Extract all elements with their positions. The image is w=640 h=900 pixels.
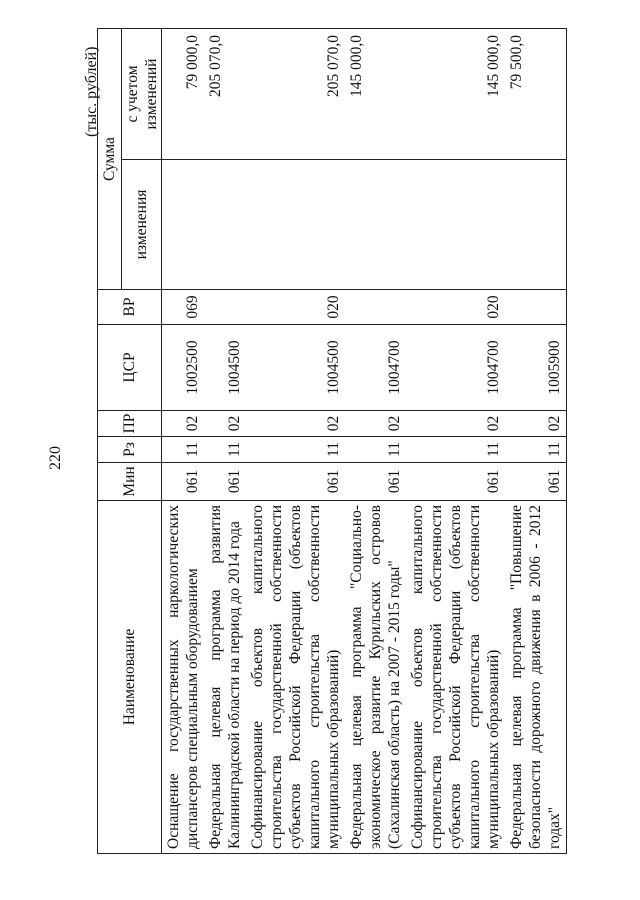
row-pr: 02 (162, 411, 205, 437)
table-row (345, 29, 406, 854)
row-vr (204, 290, 246, 325)
page-number: 220 (47, 446, 64, 470)
header-vr: ВР (98, 290, 162, 325)
row-min: 061 (162, 463, 205, 501)
row-min: 061 (345, 463, 406, 501)
row-min: 061 (246, 463, 345, 501)
units-caption: (тыс. рублей) (83, 46, 100, 137)
row-total: 79 000,0 (162, 29, 205, 160)
row-rz: 11 (345, 437, 406, 463)
row-vr: 020 (246, 290, 345, 325)
row-total: 205 070,0 (246, 29, 345, 160)
row-min: 061 (204, 463, 246, 501)
row-change (246, 160, 345, 290)
table-row (505, 29, 567, 854)
row-name: Федеральная целевая программа "Социально-экономическое развитие Курильских островов (Сахалинская область) на 2007 - 2015 годы" (345, 501, 406, 854)
row-name: Федеральная целевая программа развития Калининградской области на период до 2014 года (204, 501, 246, 854)
row-total: 79 500,0 (505, 29, 567, 160)
row-name: Софинансирование объектов капитального строительства государственной собственности субъектов Российской Федерации (объектов капитального строительства собственности муниципальных образований) (406, 501, 505, 854)
row-csr: 1004500 (246, 325, 345, 411)
header-csr: ЦСР (98, 325, 162, 411)
table-row (204, 29, 246, 854)
row-vr: 020 (406, 290, 505, 325)
row-min: 061 (505, 463, 567, 501)
row-csr: 1004500 (204, 325, 246, 411)
row-change (505, 160, 567, 290)
row-pr: 02 (246, 411, 345, 437)
row-change (204, 160, 246, 290)
row-min: 061 (406, 463, 505, 501)
header-sum: Сумма (98, 29, 122, 290)
row-csr: 1004700 (406, 325, 505, 411)
row-rz: 11 (406, 437, 505, 463)
row-name: Федеральная целевая программа "Повышение безопасности дорожного движения в 2006 - 2012 годах" (505, 501, 567, 854)
row-name: Софинансирование объектов капитального строительства государственной собственности субъектов Российской Федерации (объектов капитального строительства собственности муниципальных образований) (246, 501, 345, 854)
table-row (246, 29, 345, 854)
row-csr: 1005900 (505, 325, 567, 411)
row-csr: 1004700 (345, 325, 406, 411)
header-change: изменения (122, 160, 162, 290)
row-total: 145 000,0 (406, 29, 505, 160)
row-pr: 02 (345, 411, 406, 437)
header-rz: Рз (98, 437, 162, 463)
table-row (406, 29, 505, 854)
budget-table (97, 28, 567, 854)
row-csr: 1002500 (162, 325, 205, 411)
table-row (162, 29, 205, 854)
row-change (162, 160, 205, 290)
header-pr: ПР (98, 411, 162, 437)
row-vr: 069 (162, 290, 205, 325)
row-rz: 11 (162, 437, 205, 463)
row-rz: 11 (246, 437, 345, 463)
row-pr: 02 (204, 411, 246, 437)
row-pr: 02 (406, 411, 505, 437)
row-vr (345, 290, 406, 325)
row-total: 145 000,0 (345, 29, 406, 160)
header-with-changes: с учетом изменений (122, 29, 162, 160)
row-rz: 11 (505, 437, 567, 463)
row-change (345, 160, 406, 290)
header-name: Наименование (98, 501, 162, 854)
row-rz: 11 (204, 437, 246, 463)
row-pr: 02 (505, 411, 567, 437)
row-change (406, 160, 505, 290)
header-min: Мин (98, 463, 162, 501)
row-vr (505, 290, 567, 325)
row-name: Оснащение государственных наркологических диспансеров специальным оборудованием (162, 501, 205, 854)
row-total: 205 070,0 (204, 29, 246, 160)
